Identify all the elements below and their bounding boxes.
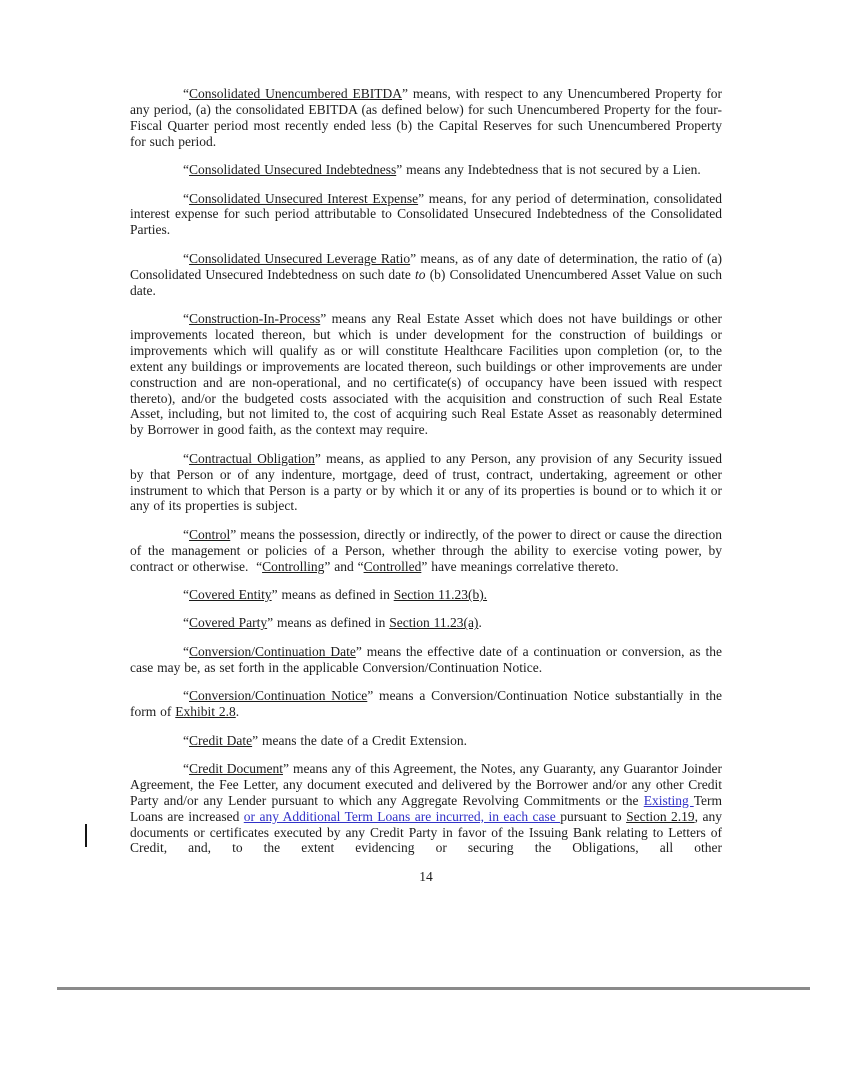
definition-paragraph-conversion-continuation-notice — [130, 688, 722, 720]
body-text: “ — [183, 760, 189, 776]
body-text: ” means as defined in — [271, 587, 394, 603]
body-text: “ — [183, 643, 189, 659]
definition-paragraph-consolidated-unencumbered-ebitda — [130, 86, 722, 150]
body-text: ” means, as of any date of determination, the ratio of (a) Consolidated Unsecured Indebtedness on such date — [130, 250, 722, 282]
document-body — [130, 86, 722, 885]
inserted-text: or any Additional Term Loans are incurred, in each case — [243, 808, 561, 824]
body-text: , any documents or certificates executed by any Credit Party in favor of the Issuing Bank relating to Letters of Credit, and, to the extent evidencing or securing the Obligations, all other — [130, 808, 722, 856]
defined-term: Consolidated Unsecured Indebtedness — [189, 162, 397, 178]
body-text: “ — [183, 250, 189, 266]
body-text: ” means, with respect to any Unencumbered Property for any period, (a) the consolidated EBITDA (as defined below) for such Unencumbered Property for the four-Fiscal Quarter period most recently ended less (b) the Capital Reserves for such Unencumbered Property for such period. — [130, 86, 722, 149]
body-text: ” means as defined in — [267, 615, 390, 631]
page-number: 14 — [419, 869, 433, 885]
defined-term: Consolidated Unsecured Interest Expense — [189, 190, 419, 206]
definition-paragraph-covered-entity — [130, 587, 722, 603]
body-text: (b) Consolidated Unencumbered Asset Value on such date. — [130, 266, 722, 298]
body-text: “ — [183, 688, 189, 704]
defined-term: Controlling — [262, 558, 325, 574]
body-text: ” means any Real Estate Asset which does not have buildings or other improvements located thereon, but which is under development for the construction of buildings or improvements which will qualify as or will constitute Healthcare Facilities upon completion (or, to the extent any buildings or improvements are located thereon, such buildings or other improvements are under construction and are non-operational, and no certificate(s) of occupancy have been issued with respect thereto), and/or the budgeted costs associated with the acquisition and construction of such Real Estate Asset, including, but not limited to, the cost of acquiring such Real Estate Asset as reasonably determined by Borrower in good faith, as the context may require. — [130, 310, 722, 438]
body-text: Section 11.23(a) — [389, 615, 479, 631]
definition-paragraph-consolidated-unsecured-interest-expense — [130, 191, 722, 239]
definition-paragraph-control — [130, 527, 722, 575]
body-text: ” have meanings correlative thereto. — [421, 558, 619, 574]
defined-term: Control — [189, 526, 231, 542]
footer-divider — [57, 987, 810, 990]
body-text: “ — [183, 615, 189, 631]
defined-term: Construction-In-Process — [189, 310, 321, 326]
body-text: Section 11.23(b). — [393, 587, 488, 603]
defined-term: Consolidated Unencumbered EBITDA — [189, 86, 403, 101]
body-text: “ — [183, 86, 189, 101]
body-text: ” means the effective date of a continuation or conversion, as the case may be, as set forth in the applicable Conversion/Continuation Notice. — [130, 643, 722, 675]
definition-paragraph-consolidated-unsecured-leverage-ratio — [130, 251, 722, 299]
body-text: Exhibit 2.8 — [175, 704, 236, 720]
body-text: ” means, for any period of determination, consolidated interest expense for such period attributable to Consolidated Unsecured Indebtedness of the Consolidated Parties. — [130, 190, 722, 238]
body-text: to — [415, 266, 426, 282]
body-text: ” means a Conversion/Continuation Notice substantially in the form of — [130, 688, 722, 720]
body-text: ” means the possession, directly or indirectly, of the power to direct or cause the direction of the management or policies of a Person, whether through the ability to exercise voting power, by contract or otherwise. “ — [130, 526, 722, 574]
body-text: pursuant to — [560, 808, 627, 824]
body-text: . — [235, 704, 240, 720]
body-text: “ — [183, 732, 189, 748]
defined-term: Conversion/Continuation Notice — [189, 688, 368, 704]
body-text: “ — [183, 190, 189, 206]
defined-term: Contractual Obligation — [189, 450, 315, 466]
body-text: ” and “ — [324, 558, 364, 574]
body-text: “ — [183, 587, 189, 603]
defined-term: Consolidated Unsecured Leverage Ratio — [189, 250, 411, 266]
body-text: “ — [183, 450, 189, 466]
definition-paragraph-credit-document — [130, 761, 722, 856]
body-text: ” means any of this Agreement, the Notes, any Guaranty, any Guarantor Joinder Agreement, the Fee Letter, any document executed and delivered by the Borrower and/or any other Credit Party and/or any Lender pursuant to which any Aggregate Revolving Commitments or the — [130, 760, 722, 808]
defined-term: Conversion/Continuation Date — [189, 643, 356, 659]
inserted-text: Existing — [643, 792, 694, 808]
definition-paragraph-contractual-obligation — [130, 451, 722, 515]
body-text: ” means the date of a Credit Extension. — [252, 732, 468, 748]
body-text: ” means, as applied to any Person, any provision of any Security issued by that Person or of any indenture, mortgage, deed of trust, contract, undertaking, agreement or other instrument to which that Person is a party or by which it or any of its properties is bound or to which it or any of its properties is subject. — [130, 450, 722, 514]
body-text: Section 2.19 — [626, 808, 695, 824]
defined-term: Controlled — [363, 558, 422, 574]
defined-term: Covered Entity — [189, 587, 272, 603]
definition-paragraph-conversion-continuation-date — [130, 644, 722, 676]
body-text: ” means any Indebtedness that is not secured by a Lien. — [396, 162, 701, 178]
definition-paragraph-covered-party — [130, 615, 722, 631]
body-text: “ — [183, 526, 189, 542]
body-text: “ — [183, 310, 189, 326]
defined-term: Credit Document — [189, 760, 283, 776]
definition-paragraph-consolidated-unsecured-indebtedness — [130, 162, 722, 178]
body-text: “ — [183, 162, 189, 178]
definition-paragraph-construction-in-process — [130, 311, 722, 438]
defined-term: Credit Date — [189, 732, 253, 748]
revision-change-bar — [85, 824, 87, 847]
body-text: . — [478, 615, 482, 631]
defined-term: Covered Party — [189, 615, 268, 631]
body-text: Term Loans are increased — [130, 792, 722, 824]
definition-paragraph-credit-date — [130, 733, 722, 749]
